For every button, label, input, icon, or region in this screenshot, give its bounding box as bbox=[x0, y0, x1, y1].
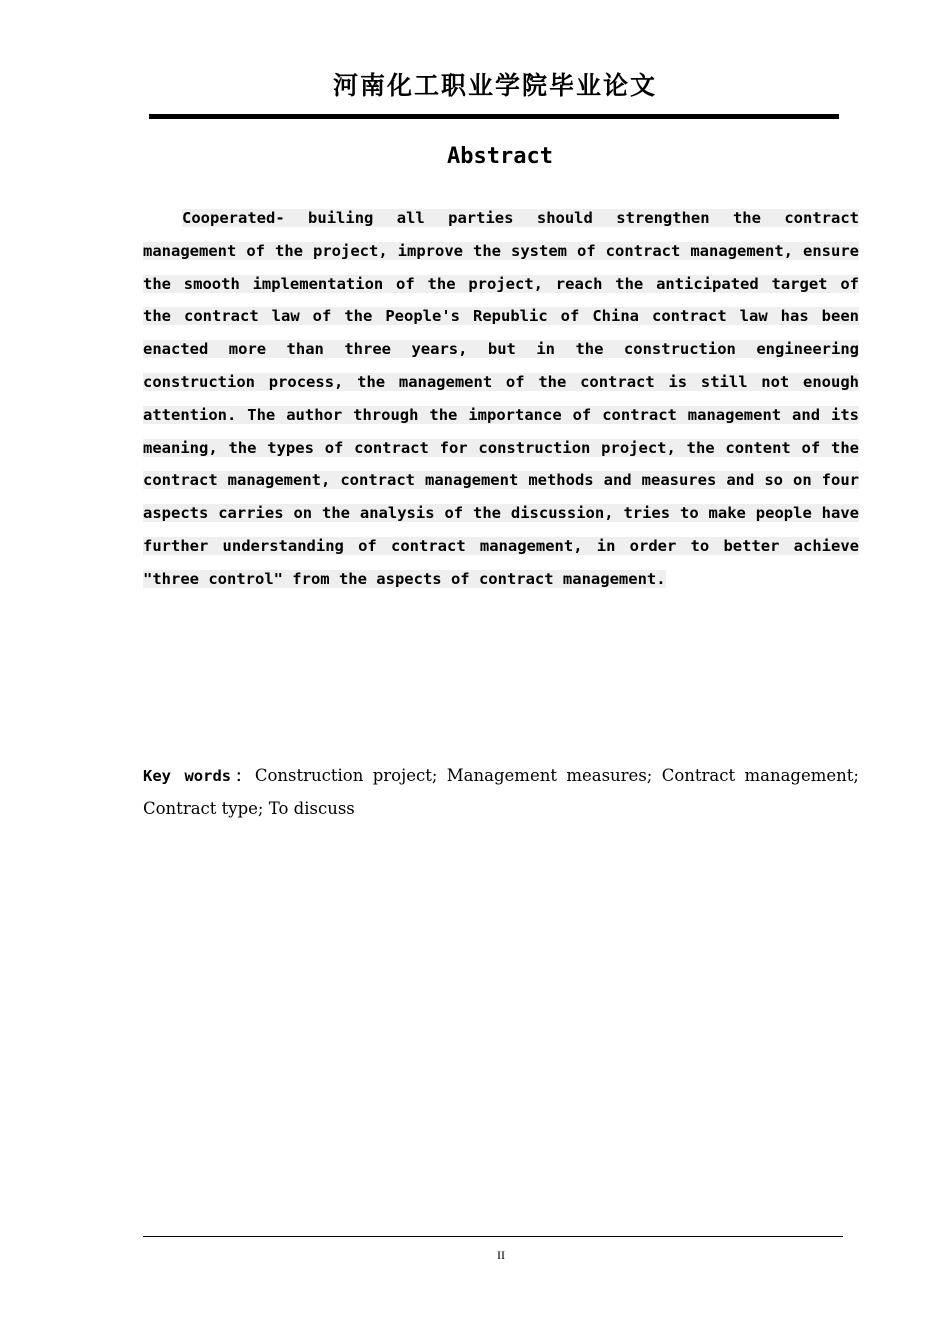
keywords-text: Construction project; Management measures; Contract management; Contract type; To discuss bbox=[143, 766, 859, 818]
footer-rule bbox=[143, 1236, 843, 1237]
header-rule bbox=[149, 114, 839, 119]
page-number: II bbox=[497, 1248, 505, 1262]
keywords-label: Key words： bbox=[143, 767, 255, 785]
abstract-body bbox=[143, 202, 859, 596]
abstract-body-text: Cooperated- builing all parties should strengthen the contract management of the project, improve the system of contract management, ensure the smooth implementation of the project, reach the anticipated target of the contract law of the People's Republic of China contract law has been enacted more than three years, but in the construction engineering construction process, the management of the contract is still not enough attention. The author through the importance of contract management and its meaning, the types of contract for construction project, the content of the contract management, contract management methods and measures and so on four aspects carries on the analysis of the discussion, tries to make people have further understanding of contract management, in order to better achieve "three control" from the aspects of contract management. bbox=[143, 209, 859, 588]
abstract-heading: Abstract bbox=[447, 144, 553, 169]
keywords bbox=[143, 760, 859, 826]
header-title: 河南化工职业学院毕业论文 bbox=[332, 71, 657, 100]
